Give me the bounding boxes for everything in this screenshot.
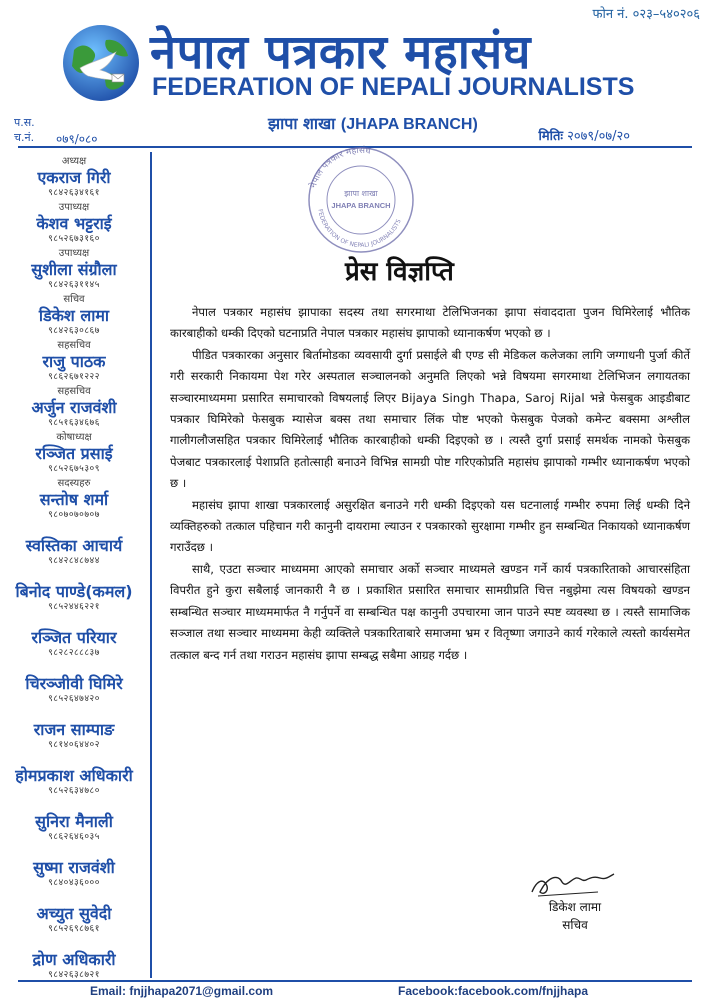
member-name: सुष्मा राजवंशी — [33, 858, 115, 877]
committee-member — [0, 753, 148, 797]
paragraph-2-part-b: भन्ने फेसबुक आइडीबाट पत्रकार घिमिरेको फेसबुक म्यासेज बक्स तथा समाचार लिंक पोष्ट भएको फेसबुक पेजको कमेन्ट बक्समा अश्लील गालीगलौजसहित पत्रकार घिमिरेलाई भौतिक कारबाहीको धम्की दिइएको छ । त्यस्तै दुर्गा प्रसाई समर्थक नामको फेसबुक पेजबाट पत्रकारलाई पेशाप्रति हतोत्साही बनाउने विभिन्न सामग्री पोष्ट गरिएकोप्रति महासंघ झापाको गम्भीर ध्यानाकर्षण भएको छ । — [170, 390, 690, 491]
member-role — [0, 661, 148, 674]
committee-member — [0, 155, 148, 199]
member-role: सचिव — [63, 294, 85, 305]
org-title-nepali: नेपाल पत्रकार महासंघ — [150, 25, 531, 80]
member-role — [0, 753, 148, 766]
fnj-globe-dove-logo — [60, 22, 142, 104]
committee-member — [0, 523, 148, 567]
committee-member — [0, 707, 148, 751]
member-role: उपाध्यक्ष — [58, 248, 90, 259]
footer-divider — [18, 980, 692, 982]
footer-facebook: Facebook:facebook.com/fnjjhapa — [398, 984, 589, 998]
member-name: होमप्रकाश अधिकारी — [15, 766, 133, 785]
member-name: एकराज गिरी — [37, 168, 111, 187]
member-role — [0, 937, 148, 950]
committee-member — [0, 431, 148, 475]
member-phone: ९८५२६३४७८० — [48, 786, 100, 796]
paragraph-1: नेपाल पत्रकार महासंघ झापाका सदस्य तथा सगरमाथा टेलिभिजनका झापा संवाददाता पुजन घिमिरेलाई भौतिक कारबाहीको धम्की दिएको घटनाप्रति नेपाल पत्रकार महासंघ झापाको ध्यानाकर्षण भएको छ । — [170, 305, 690, 341]
branch-name-english: (JHAPA BRANCH) — [340, 116, 478, 133]
paragraph-3: महासंघ झापा शाखा पत्रकारलाई असुरक्षित बनाउने गरी धम्की दिइएको यस घटनालाई गम्भीर रुपमा लिई धम्की दिने व्यक्तिहरुको तत्काल पहिचान गरी कानुनी दायरामा ल्याउन र पत्रकारको सुरक्षामा गम्भीर हुन सम्बन्धित निकायको ध्यानाकर्षण गराउँदछ । — [170, 497, 690, 555]
paragraph-4: साथै, एउटा सञ्चार माध्यममा आएको समाचार अर्को सञ्चार माध्यमले खण्डन गर्ने कार्य पत्रकारिताको आचारसंहिता विपरीत हुने कुरा सबैलाई जानकारी नै छ । प्रकाशित प्रसारित समाचार सामग्रीप्रति चित्त नबुझेमा त्यस विषयको खण्डन सम्बन्धित सञ्चार माध्यममार्फत नै गर्नुपर्ने वा सम्बन्धित पक्ष कानुनी उपचारमा जान पाउने स्पष्ट व्यवस्था छ । त्यस्तै सामाजिक सञ्जाल तथा सञ्चार माध्यममा केही व्यक्तिले पत्रकारिताबारे समाजमा भ्रम र वितृष्णा जगाउने कार्य गरेकाले त्यस्तो कार्यसमेत तत्काल बन्द गर्न तथा गराउन महासंघ झापा सम्बद्ध सबैमा आग्रह गर्दछ । — [170, 561, 690, 662]
member-role: सदस्यहरु — [57, 478, 91, 489]
member-phone: ९८५२४४६२२१ — [48, 602, 100, 612]
member-role — [0, 707, 148, 720]
member-phone: ९८५२६७३१६० — [48, 234, 100, 244]
signatory-block — [520, 898, 630, 934]
committee-member — [0, 937, 148, 981]
committee-member — [0, 891, 148, 935]
member-phone: ९८४२६३४१६१ — [48, 188, 100, 198]
member-role: कोषाध्यक्ष — [56, 432, 92, 443]
committee-member — [0, 569, 148, 613]
cn-value: ०७९/०८० — [56, 132, 98, 146]
branch-name-nepali: झापा शाखा — [268, 114, 336, 133]
press-release-heading: प्रेस विज्ञप्ति — [345, 257, 454, 287]
member-role: सहसचिव — [57, 386, 91, 397]
member-role: अध्यक्ष — [61, 156, 87, 167]
member-name: सन्तोष शर्मा — [39, 490, 109, 509]
member-name: अर्जुन राजवंशी — [31, 398, 117, 417]
committee-member — [0, 293, 148, 337]
member-role — [0, 799, 148, 812]
footer-email: Email: fnjjhapa2071@gmail.com — [90, 984, 274, 998]
date-label: मितिः — [538, 129, 564, 144]
member-role — [0, 845, 148, 858]
member-phone: ९८१४०६४४०२ — [48, 740, 100, 750]
phone-number: फोन नं. ०२३–५४०२०६ — [592, 7, 700, 22]
committee-member — [0, 477, 148, 521]
paragraph-2 — [170, 345, 690, 495]
branch-seal-stamp — [296, 140, 426, 260]
signatory-title: सचिव — [562, 918, 588, 932]
member-name: रञ्जित परियार — [31, 628, 117, 647]
member-phone: ९८६२६७१२२२ — [48, 372, 100, 382]
member-phone: ९८४२६३११४५ — [48, 280, 100, 290]
committee-member — [0, 385, 148, 429]
member-role — [0, 523, 148, 536]
stamp-inner-english: JHAPA BRANCH — [331, 201, 391, 210]
member-name: रञ्जित प्रसाई — [35, 444, 113, 463]
stamp-arc-text: नेपाल पत्रकार महासंघ — [308, 145, 372, 190]
committee-member — [0, 615, 148, 659]
committee-sidebar — [0, 155, 148, 983]
member-name: बिनोद पाण्डे(कमल) — [15, 582, 133, 601]
member-phone: ९८४०४३६००० — [48, 878, 100, 888]
cn-label: च.नं. — [14, 131, 35, 144]
branch-name — [268, 112, 478, 134]
member-name: द्रोण अधिकारी — [32, 950, 116, 969]
member-name: स्वस्तिका आचार्य — [25, 536, 123, 555]
member-name: सुशीला संग्रौला — [31, 260, 117, 279]
press-release-body — [170, 302, 690, 666]
sidebar-divider — [150, 152, 152, 978]
member-name: अच्युत सुवेदी — [36, 904, 112, 923]
stamp-inner-nepali: झापा शाखा — [344, 189, 378, 198]
handwritten-signature — [528, 862, 618, 902]
member-phone: ९८४२६३८७२१ — [48, 970, 100, 980]
member-phone: ९८४२६३०८६७ — [48, 326, 100, 336]
member-name: राजन साम्पाङ — [33, 720, 115, 739]
stamp-outer-english: FEDERATION OF NEPALI JOURNALISTS — [316, 208, 403, 250]
member-name: केशव भट्टराई — [36, 214, 112, 233]
member-phone: ९८२८२८८८३७ — [48, 648, 100, 658]
svg-text:नेपाल पत्रकार महासंघ — [307, 145, 372, 189]
member-name: चिरञ्जीवी घिमिरे — [25, 674, 123, 693]
ps-label: प.स. — [14, 116, 35, 129]
member-role: उपाध्यक्ष — [58, 202, 90, 213]
committee-member — [0, 201, 148, 245]
member-role: सहसचिव — [57, 340, 91, 351]
member-name: सुनिरा मैनाली — [35, 812, 113, 831]
member-phone: ९८०७०७०७०७ — [48, 510, 100, 520]
date-value: २०७९/०७/२० — [567, 129, 630, 144]
member-phone: ९८५२६४७४२० — [48, 694, 100, 704]
member-role — [0, 615, 148, 628]
paragraph-2-part-a: पीडित पत्रकारका अनुसार बिर्तामोडका व्यवसायी दुर्गा प्रसाईले बी एण्ड सी मेडिकल कलेजका लागि जग्गाधनी पुर्जा कीर्ते गरी सरकारी निकायमा पेश गरेर अस्पताल सञ्चालनको अनुमति लिएको भन्ने विषयमा सगरमाथा टेलिभिजन लगायतका सञ्चारमाध्यममा प्रसारित समाचारको विषयलाई लिएर — [170, 347, 690, 405]
committee-member — [0, 845, 148, 889]
committee-member — [0, 661, 148, 705]
member-role — [0, 569, 148, 582]
member-role — [0, 891, 148, 904]
committee-member — [0, 339, 148, 383]
letter-date — [538, 126, 630, 144]
committee-member — [0, 247, 148, 291]
member-phone: ९८५२६७५३०९ — [48, 464, 100, 474]
member-phone: ९८६२६४६०३५ — [48, 832, 100, 842]
member-name: डिकेश लामा — [38, 306, 110, 325]
member-phone: ९८५२६९८७६१ — [48, 924, 100, 934]
committee-member — [0, 799, 148, 843]
org-title-english: FEDERATION OF NEPALI JOURNALISTS — [152, 73, 635, 101]
member-phone: ९८४२८४८७४४ — [48, 556, 100, 566]
member-name: राजु पाठक — [42, 352, 106, 371]
signatory-name: डिकेश लामा — [548, 900, 602, 914]
member-phone: ९८५१६३४६७६ — [48, 418, 100, 428]
facebook-account-names: Bijaya Singh Thapa, Saroj Rijal — [401, 390, 585, 405]
